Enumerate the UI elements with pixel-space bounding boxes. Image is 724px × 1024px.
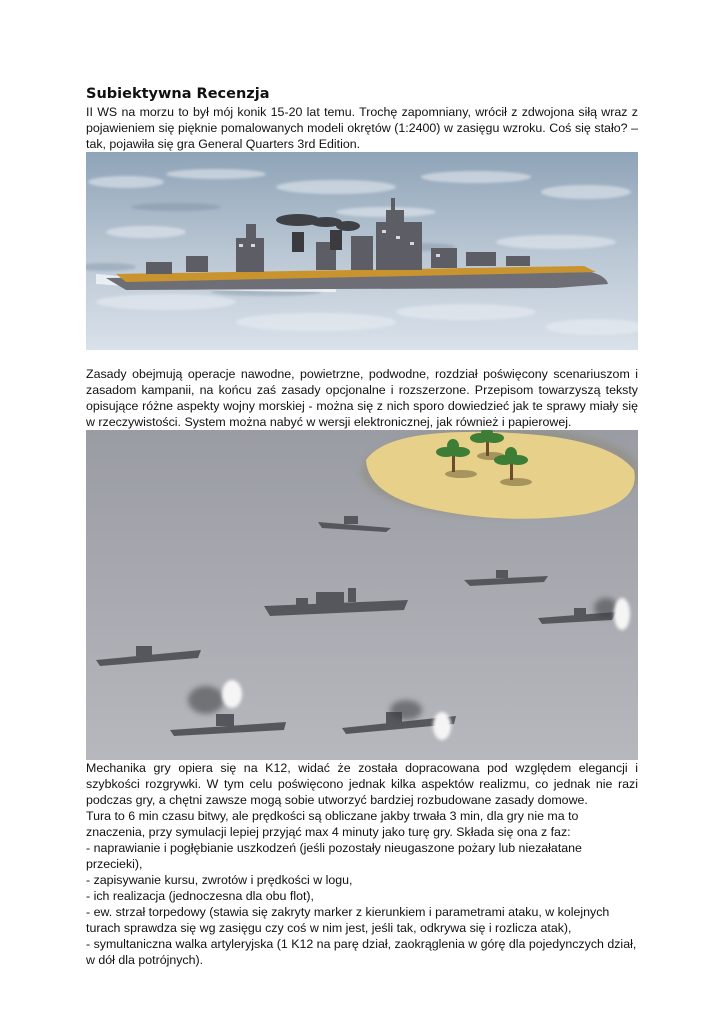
phase-list — [86, 840, 638, 968]
phase-item: - ew. strzał torpedowy (stawia się zakryty marker z kierunkiem i parametrami ataku, w kolejnych turach sprawdza się wg zasięgu czy coś w nim jest, jeśli tak, odkrywa się i rozlicza atak), — [86, 905, 610, 935]
mechanics-paragraph: Mechanika gry opiera się na K12, widać że została dopracowana pod względem elegancji i szybkości rozgrywki. W tym celu poświęcono jednak kilka aspektów realizmu, co jednak nie razi podczas gry, a chętni zawsze mogą sobie utworzyć bardziej rozbudowane zasady domowe. — [86, 761, 638, 807]
fleet-battle-photo — [86, 430, 638, 760]
cruiser-photo — [86, 152, 638, 350]
phase-item: - zapisywanie kursu, zwrotów i prędkości w logu, — [86, 873, 353, 887]
document-content — [86, 86, 638, 968]
document-title: Subiektywna Recenzja — [86, 86, 270, 102]
turn-paragraph: Tura to 6 min czasu bitwy, ale prędkości są obliczane jakby trwała 3 min, dla gry nie ma to znaczenia, przy symulacji lepiej przyjąć max 4 minuty jako turę gry. Składa się ona z faz: — [86, 809, 579, 839]
phase-item: - ich realizacja (jednoczesna dla obu flot), — [86, 889, 314, 903]
rules-paragraph: Zasady obejmują operacje nawodne, powietrzne, podwodne, rozdział poświęcony scenariuszom i zasadom kampanii, na końcu zaś zasady opcjonalne i rozszerzone. Przepisom towarzyszą teksty opisujące różne aspekty wojny morskiej - można się z nich sporo dowiedzieć jak te sprawy miały się w rzeczywistości. System można nabyć w wersji elektronicznej, jak również i papierowej. — [86, 367, 638, 429]
phase-item: - symultaniczna walka artyleryjska (1 K12 na parę dział, zaokrąglenia w górę dla pojedynczych dział, w dół dla potrójnych). — [86, 937, 637, 967]
intro-paragraph: II WS na morzu to był mój konik 15-20 lat temu. Trochę zapomniany, wrócił z zdwojona siłą wraz z pojawieniem się pięknie pomalowanych modeli okrętów (1:2400) w zasięgu wzroku. Coś się stało? – tak, pojawiła się gra General Quarters 3rd Edition. — [86, 105, 638, 151]
phase-item: - naprawianie i pogłębianie uszkodzeń (jeśli pozostały nieugaszone pożary lub niezałatane przecieki), — [86, 841, 582, 871]
